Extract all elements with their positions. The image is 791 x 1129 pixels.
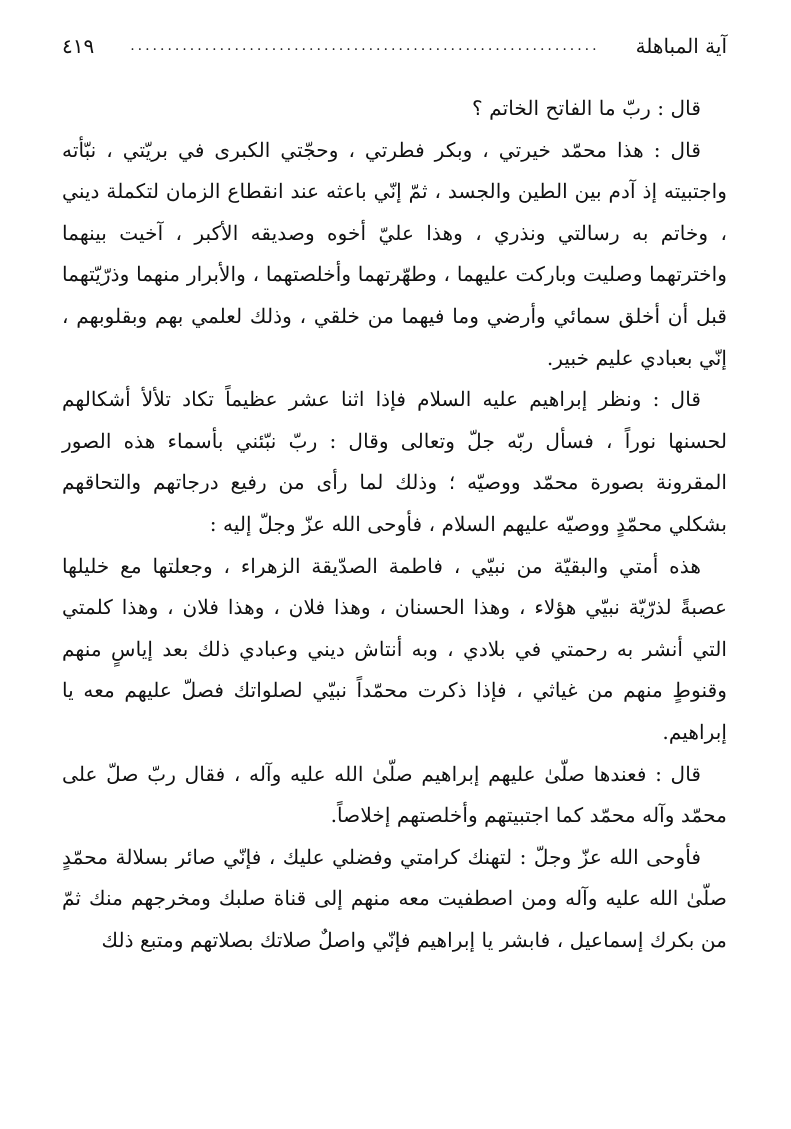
paragraph-5: قال : فعندها صلّىٰ عليهم إبراهيم صلّىٰ الله عليه وآله ، فقال ربّ صلّ على محمّد وآله محمّد كما اجتبيتهم وأخلصتهم إخلاصاً. xyxy=(62,761,727,828)
page-number: ٤١٩ xyxy=(62,34,95,58)
running-title: آية المباهلة xyxy=(635,34,727,58)
paragraph-1: قال : ربّ ما الفاتح الخاتم ؟ xyxy=(472,96,701,120)
paragraph-3: قال : ونظر إبراهيم عليه السلام فإذا اثنا عشر عظيماً تكاد تلألأ أشكالهم لحسنها نوراً ، فسأل ربّه جلّ وتعالى وقال : ربّ نبّئني بأسماء هذه الصور المقرونة بصورة محمّد ووصيّه ؛ وذلك لما رأى من رفيع درجاتهم والتحاقهم بشكلي محمّدٍ ووصيّه عليهم السلام ، فأوحى الله عزّ وجلّ إليه : xyxy=(62,387,727,536)
paragraph-2: قال : هذا محمّد خيرتي ، وبكر فطرتي ، وحجّتي الكبرى في بريّتي ، نبّأته واجتبيته إذ آدم بين الطين والجسد ، ثمّ إنّي باعثه عند انقطاع الزمان لتكملة ديني ، وخاتم به رسالتي ونذري ، وهذا عليّ أخوه وصديقه الأكبر ، آخيت بينهما واخترتهما وصليت وباركت عليهما ، وطهّرتهما وأخلصتهما ، والأبرار منهما وذرّيّتهما قبل أن أخلق سمائي وأرضي وما فيهما من خلقي ، وذلك لعلمي بهم وبقلوبهم ، إنّي بعبادي عليم خبير. xyxy=(62,137,727,370)
header-leader-dots: ............................................................... xyxy=(130,38,600,54)
page-header xyxy=(62,28,727,58)
paragraph-4: هذه أمتي والبقيّة من نبيّي ، فاطمة الصدّيقة الزهراء ، وجعلتها مع خليلها عصبةً لذرّيّة نبيّي هؤلاء ، وهذا الحسنان ، وهذا فلان ، وهذا فلان ، وهذا كلمتي التي أنشر به رحمتي في بلادي ، وبه أنتاش ديني وعبادي ذلك بعد إياسٍ منهم وقنوطٍ منهم من غياثي ، فإذا ذكرت محمّداً نبيّي لصلواتك فصلّ عليهم معه يا إبراهيم. xyxy=(62,553,727,744)
paragraph-6: فأوحى الله عزّ وجلّ : لتهنك كرامتي وفضلي عليك ، فإنّي صائر بسلالة محمّدٍ صلّىٰ الله عليه وآله ومن اصطفيت معه منهم إلى قناة صلبك ومخرجهم منك ثمّ من بكرك إسماعيل ، فابشر يا إبراهيم فإنّي واصلٌ صلاتك بصلاتهم ومتبع ذلك xyxy=(62,844,727,952)
body-text xyxy=(62,88,727,961)
